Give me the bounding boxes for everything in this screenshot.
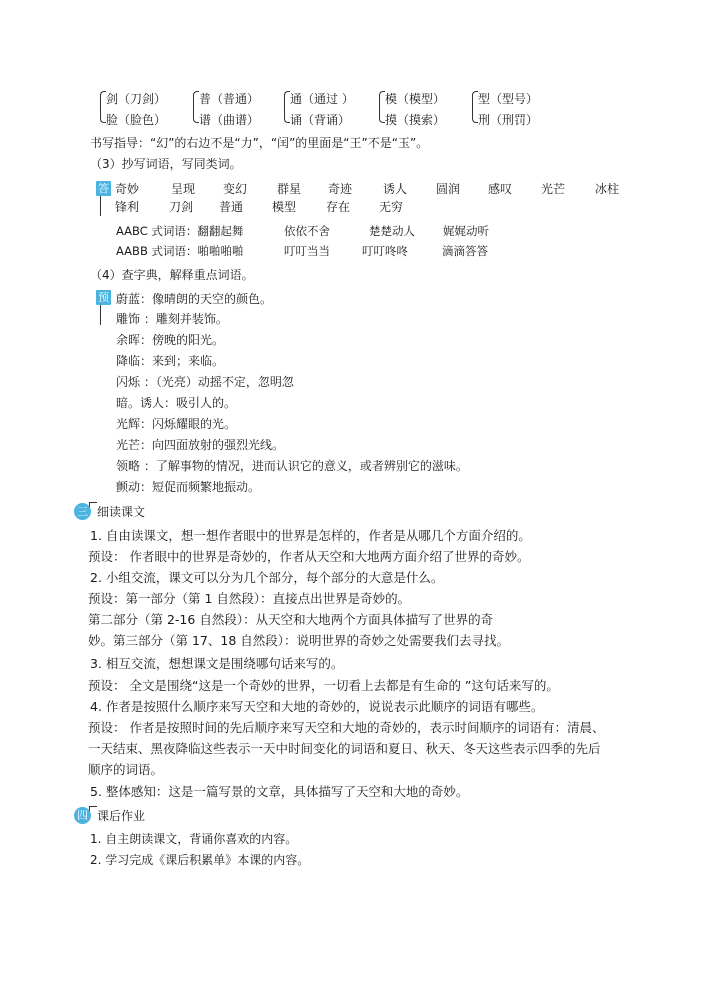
question-1: 1. 自由读课文，想一想作者眼中的世界是怎样的，作者是从哪几个方面介绍的。 xyxy=(90,528,531,543)
question-2: 2. 小组交流，课文可以分为几个部分，每个部分的大意是什么。 xyxy=(90,570,444,585)
pair-3-bottom: 诵（背诵） xyxy=(290,113,351,127)
pair-2-bottom: 谱（曲谱） xyxy=(199,113,260,127)
pair-1-bottom: 脸（脸色） xyxy=(106,113,167,127)
answer-4: 预设： 作者是按照时间的先后顺序来写天空和大地的奇妙的，表示时间顺序的词语有：清晨、 xyxy=(88,720,605,735)
homework-2: 2. 学习完成《课后积累单》本课的内容。 xyxy=(90,853,310,867)
word: 锋利 xyxy=(115,200,140,214)
word: 变幻 xyxy=(223,182,248,196)
word: 光芒 xyxy=(541,182,566,196)
word: 模型 xyxy=(272,200,297,214)
pair-4-top: 模（模型） xyxy=(385,92,446,106)
word: 群星 xyxy=(277,182,302,196)
word: 感叹 xyxy=(488,182,513,196)
section-4-title: 课后作业 xyxy=(97,809,146,823)
answer-bookmark-icon: 答 xyxy=(98,182,109,195)
word: 奇妙 xyxy=(115,182,140,196)
aabc-label: AABC 式词语：翻翻起舞 xyxy=(116,224,244,238)
aabb-label: AABB 式词语：啪啪啪啪 xyxy=(116,244,244,258)
answer-2-cont: 第二部分（第 2-16 自然段）：从天空和大地两个方面具体描写了世界的奇 xyxy=(88,612,494,627)
definition: 暗。诱人：吸引人的。 xyxy=(116,396,237,410)
answer-3: 预设： 全文是围绕“这是一个奇妙的世界，一切看上去都是有生命的 ”这句话来写的。 xyxy=(88,678,559,693)
definition: 闪烁 ：（光亮）动摇不定，忽明忽 xyxy=(116,375,294,389)
definition: 光芒：向四面放射的强烈光线。 xyxy=(116,438,285,452)
pair-5-top: 型（型号） xyxy=(478,92,539,106)
pair-5-bottom: 刑（刑罚） xyxy=(478,113,539,127)
section-4-number: 四 xyxy=(74,807,91,824)
answer-2-cont: 妙。第三部分（第 17、18 自然段）：说明世界的奇妙之处需要我们去寻找。 xyxy=(88,633,510,648)
definition: 雕饰 ：雕刻并装饰。 xyxy=(116,312,228,326)
word: 叮叮当当 xyxy=(284,244,330,258)
preview-bookmark-icon: 预 xyxy=(98,291,109,304)
answer-4-cont: 顺序的词语。 xyxy=(88,762,164,777)
section-3-title: 细读课文 xyxy=(97,505,146,519)
pair-2-top: 普（普通） xyxy=(199,92,260,106)
answer-1: 预设： 作者眼中的世界是奇妙的，作者从天空和大地两方面介绍了世界的奇妙。 xyxy=(88,549,530,564)
step3-title: （3）抄写词语，写同类词。 xyxy=(90,157,242,171)
section-3-number: 三 xyxy=(74,503,91,520)
homework-1: 1. 自主朗读课文，背诵你喜欢的内容。 xyxy=(90,832,298,846)
step4-title: （4）查字典，解释重点词语。 xyxy=(90,268,254,282)
word: 冰柱 xyxy=(595,182,620,196)
word: 普通 xyxy=(219,200,244,214)
pair-4-bottom: 摸（摸索） xyxy=(385,113,446,127)
word: 存在 xyxy=(326,200,351,214)
word: 奇迹 xyxy=(328,182,353,196)
word: 娓娓动听 xyxy=(443,224,489,238)
answer-bar xyxy=(100,196,101,216)
pair-3-top: 通（通过 ） xyxy=(290,92,354,106)
word: 叮叮咚咚 xyxy=(362,244,408,258)
question-4: 4. 作者是按照什么顺序来写天空和大地的奇妙的，说说表示此顺序的词语有哪些。 xyxy=(90,699,544,714)
pair-1-top: 剑（刀剑） xyxy=(106,92,167,106)
definition: 蔚蓝：像晴朗的天空的颜色。 xyxy=(116,292,273,306)
word: 刀剑 xyxy=(169,200,194,214)
question-5: 5. 整体感知：这是一篇写景的文章，具体描写了天空和大地的奇妙。 xyxy=(90,784,469,799)
word: 楚楚动人 xyxy=(369,224,415,238)
definition: 颤动：短促而频繁地振动。 xyxy=(116,480,261,494)
definition: 余晖：傍晚的阳光。 xyxy=(116,333,225,347)
answer-4-cont: 一天结束、黑夜降临这些表示一天中时间变化的词语和夏日、秋天、冬天这些表示四季的先后 xyxy=(88,741,601,756)
word: 滴滴答答 xyxy=(442,244,488,258)
word: 圆润 xyxy=(436,182,461,196)
definition: 领略 ：了解事物的情况，进而认识它的意义，或者辨别它的滋味。 xyxy=(116,459,468,473)
definition: 光辉：闪烁耀眼的光。 xyxy=(116,417,237,431)
word: 无穷 xyxy=(379,200,404,214)
writing-guide: 书写指导：“幻”的右边不是“力”，“闰”的里面是“王”不是“玉”。 xyxy=(90,136,429,150)
question-3: 3. 相互交流，想想课文是围绕哪句话来写的。 xyxy=(90,656,344,671)
word: 诱人 xyxy=(383,182,408,196)
definition: 降临：来到；来临。 xyxy=(116,354,225,368)
answer-2: 预设：第一部分（第 1 自然段）：直接点出世界是奇妙的。 xyxy=(88,591,411,606)
word: 依依不舍 xyxy=(284,224,330,238)
preview-bar xyxy=(100,305,101,325)
word: 呈现 xyxy=(171,182,196,196)
